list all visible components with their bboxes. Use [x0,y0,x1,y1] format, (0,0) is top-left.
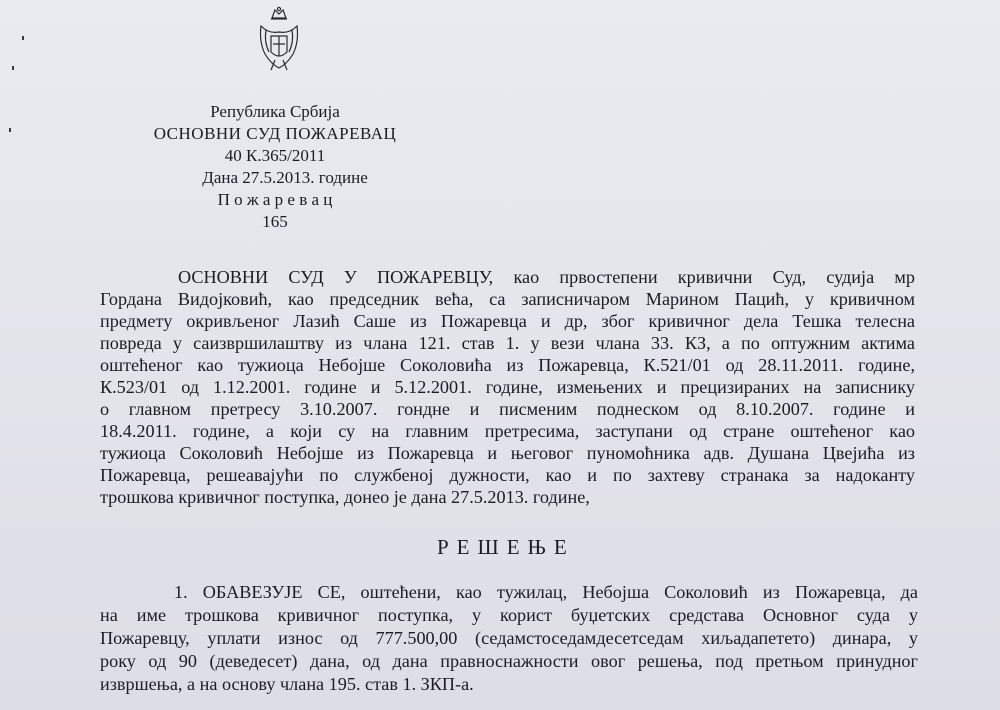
header-page-ref: 165 [262,212,288,231]
intro-line: о главном претресу 3.10.2007. гондне и писменим поднеском од 8.10.2007. године и [100,399,915,419]
intro-line: предмету окривљеног Лазић Саше из Пожаревца и др, због кривичног дела Тешка телесна [100,311,915,331]
intro-line: 18.4.2011. године, а који су на главним претресима, заступани од стране оштећеног као [100,421,915,441]
intro-line: тужиоца Соколовић Небојше из Пожаревца и његовог пуномоћника адв. Душана Цвејића из [100,443,915,463]
serbian-coat-of-arms-icon [255,4,303,74]
ruling-line: 1. ОБАВЕЗУЈЕ СЕ, оштећени, као тужилац, Небојша Соколовић из Пожаревца, да [174,582,918,602]
header-date: Дана 27.5.2013. године [202,168,368,187]
intro-line: Пожаревца, решеавајући по службеној дужности, као и по захтеву странака за надоканту [100,465,915,485]
intro-line: повреда у саизвршилаштву из члана 121. став 1. у вези члана 33. КЗ, а по оптужним актима [100,333,915,353]
ruling-line: на име трошкова кривичног поступка, у корист буџетских средстава Основног суда у [100,605,918,625]
header-city: П о ж а р е в а ц [217,190,333,209]
scan-speck [9,128,11,132]
ruling-line: року од 90 (деведесет) дана, од дана правноснажности овог решења, под претњом принудног [100,651,918,671]
header-republic: Република Србија [210,102,340,121]
ruling-line: Пожаревцу, уплати износ од 777.500,00 (седамстоседамдесетседам хиљадапетето) динара, у [100,628,918,648]
intro-line: К.523/01 од 1.12.2001. године и 5.12.2001. године, измењених и прецизираних на записнику [100,377,915,397]
intro-line: оштећеног као тужиоца Небојше Соколовића из Пожаревца, К.521/01 од 28.11.2011. године, [100,355,915,375]
scan-speck [22,36,24,40]
ruling-line: извршења, а на основу члана 195. став 1. ЗКП-а. [100,674,474,694]
scan-speck [12,66,14,70]
intro-line: Гордана Видојковић, као председник већа, са записничаром Марином Пацић, у кривичном [100,289,915,309]
intro-line: ОСНОВНИ СУД У ПОЖАРЕВЦУ, као првостепени кривични Суд, судија мр [178,267,915,287]
intro-line: трошкова кривичног поступка, донео је дана 27.5.2013. године, [100,487,590,507]
decision-title: РЕШЕЊЕ [437,535,575,559]
header-court: ОСНОВНИ СУД ПОЖАРЕВАЦ [153,124,397,143]
header-case-number: 40 К.365/2011 [224,146,326,165]
